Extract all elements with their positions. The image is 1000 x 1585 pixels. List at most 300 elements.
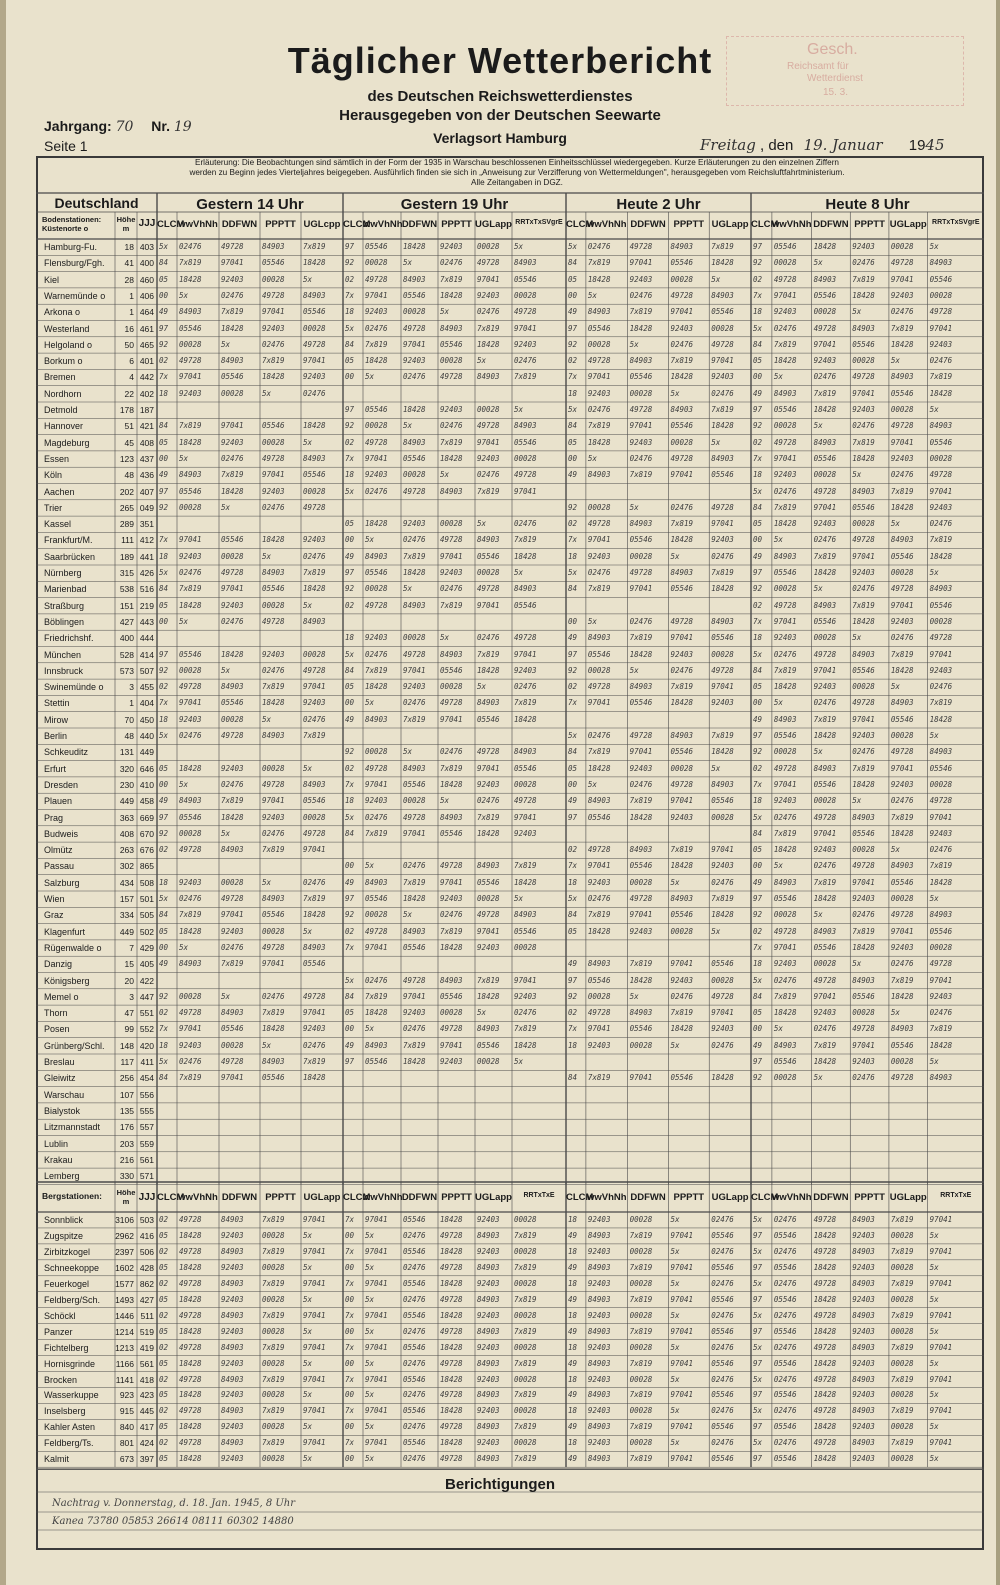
handwritten-code: 97041 (221, 584, 244, 594)
handwritten-code: 97 (753, 1230, 763, 1240)
handwritten-code: 02 (159, 1438, 169, 1448)
handwritten-code: 49728 (773, 274, 797, 284)
handwritten-code: 49 (568, 959, 578, 969)
handwritten-code: 18428 (221, 323, 244, 333)
handwritten-code: 02 (159, 1008, 169, 1018)
handwritten-code: 49728 (365, 274, 388, 284)
handwritten-code: 7x819 (262, 1374, 285, 1384)
handwritten-code: 84903 (587, 1326, 611, 1336)
handwritten-code: 84903 (929, 258, 953, 268)
handwritten-code: 05546 (773, 1454, 797, 1464)
handwritten-code: 02476 (773, 1438, 797, 1448)
handwritten-code: 97041 (365, 453, 388, 463)
handwritten-code: 7x (345, 942, 355, 952)
handwritten-code: 00 (345, 1390, 355, 1400)
handwritten-code: 92403 (221, 926, 244, 936)
handwritten-code: 05546 (670, 747, 694, 757)
handwritten-code: 5x (813, 747, 823, 757)
handwritten-code: 00028 (179, 339, 202, 349)
handwritten-code: 05 (345, 519, 355, 529)
handwritten-code: 92403 (852, 894, 875, 903)
handwritten-code: 84903 (303, 453, 326, 463)
handwritten-code: 18428 (813, 242, 837, 251)
handwritten-code: 00028 (890, 894, 914, 903)
handwritten-code: 84 (159, 258, 169, 268)
handwritten-code: 84903 (670, 405, 694, 414)
station-jjj: 551 (139, 1008, 154, 1019)
handwritten-code: 18428 (262, 535, 285, 545)
handwritten-code: 18428 (403, 1057, 426, 1066)
handwritten-code: 97041 (670, 1262, 694, 1272)
handwritten-code: 18428 (221, 649, 244, 659)
station-jjj: 403 (139, 242, 154, 252)
handwritten-code: 05546 (711, 307, 734, 317)
handwritten-code: 02476 (773, 486, 797, 496)
handwritten-code: 02476 (477, 633, 500, 643)
handwritten-code: 05 (159, 600, 169, 610)
handwritten-code: 92403 (852, 1422, 875, 1432)
handwritten-code: 02476 (514, 682, 537, 692)
mountain-hoehe: 1213 (115, 1342, 134, 1353)
handwritten-code: 05546 (477, 1040, 500, 1050)
handwritten-code: 49728 (514, 633, 537, 643)
handwritten-code: 5x (929, 731, 939, 740)
handwritten-code: 5x (303, 1358, 313, 1368)
handwritten-code: 18428 (852, 616, 875, 626)
handwritten-code: 97 (345, 568, 355, 577)
handwritten-code: 92 (753, 421, 763, 431)
handwritten-code: 92403 (852, 242, 875, 251)
handwritten-code: 92403 (221, 1230, 244, 1240)
mountain-column-header-3-0: CLCM (751, 1192, 779, 1203)
handwritten-code: 49728 (514, 307, 537, 317)
handwritten-code: 92403 (711, 1024, 734, 1034)
handwritten-code: 84903 (179, 959, 202, 969)
handwritten-code: 92403 (929, 502, 953, 512)
handwritten-code: 02 (345, 926, 355, 936)
station-jjj: 507 (139, 665, 154, 676)
handwritten-code: 5x (345, 323, 355, 333)
station-jjj: 436 (139, 470, 154, 481)
handwritten-code: 49728 (179, 1215, 202, 1224)
handwritten-code: 5x (477, 519, 487, 529)
handwritten-code: 49728 (813, 1278, 837, 1288)
handwritten-code: 92403 (440, 894, 463, 903)
handwritten-code: 49728 (403, 486, 426, 496)
handwritten-code: 97 (753, 1326, 763, 1336)
handwritten-code: 97041 (587, 861, 611, 871)
handwritten-code: 05546 (773, 1262, 797, 1272)
handwritten-code: 49728 (711, 502, 734, 512)
handwritten-code: 97041 (929, 1406, 953, 1416)
handwritten-code: 49728 (303, 991, 326, 1001)
handwritten-code: 49728 (629, 405, 653, 414)
handwritten-code: 00028 (440, 1008, 463, 1018)
station-hoehe: 203 (119, 1138, 134, 1149)
station-jjj: 454 (139, 1073, 154, 1084)
column-header-0-3: PPPTT (265, 219, 296, 230)
handwritten-code: 5x (403, 258, 413, 268)
handwritten-code: 49728 (365, 600, 388, 610)
handwritten-code: 7x819 (440, 763, 463, 773)
handwritten-code: 18428 (890, 502, 914, 512)
handwritten-code: 00028 (890, 1326, 914, 1336)
handwritten-code: 7x819 (670, 682, 694, 692)
handwritten-code: 5x (753, 649, 763, 659)
handwritten-code: 00028 (262, 1294, 285, 1304)
mountain-column-header-0-4: UGLapp (303, 1192, 341, 1203)
handwritten-code: 97041 (929, 323, 953, 333)
handwritten-code: 97 (753, 1294, 763, 1304)
station-name: Bialystok (44, 1105, 81, 1116)
handwritten-code: 49 (568, 1326, 578, 1336)
handwritten-code: 49728 (440, 1326, 463, 1336)
handwritten-code: 02476 (711, 1040, 734, 1050)
handwritten-code: 92403 (403, 519, 426, 529)
handwritten-code: 97041 (262, 470, 285, 480)
handwritten-code: 84 (345, 665, 355, 675)
handwritten-code: 49728 (303, 339, 326, 349)
handwritten-code: 84903 (221, 1374, 244, 1384)
handwritten-code: 97041 (403, 665, 426, 675)
handwritten-code: 00028 (890, 405, 914, 414)
handwritten-code: 7x819 (221, 959, 244, 969)
handwritten-code: 5x (929, 1262, 939, 1272)
handwritten-code: 02476 (852, 584, 875, 594)
handwritten-code: 05546 (303, 307, 326, 317)
handwritten-code: 84903 (890, 1024, 914, 1034)
handwritten-code: 02476 (670, 991, 694, 1001)
handwritten-code: 97041 (221, 258, 244, 268)
handwritten-code: 7x819 (262, 1215, 285, 1224)
handwritten-code: 84903 (303, 779, 326, 789)
handwritten-code: 84 (753, 665, 763, 675)
handwritten-code: 18 (345, 633, 355, 643)
handwritten-code: 02476 (587, 242, 611, 251)
handwritten-code: 02476 (813, 861, 837, 871)
handwritten-code: 18428 (303, 584, 326, 594)
handwritten-code: 84903 (440, 323, 463, 333)
station-jjj: 351 (139, 519, 154, 530)
station-jjj: 437 (139, 453, 154, 464)
handwritten-code: 00028 (262, 1326, 285, 1336)
handwritten-code: 7x819 (890, 1406, 914, 1416)
handwritten-code: 18428 (629, 975, 653, 985)
handwritten-code: 18428 (587, 763, 611, 773)
handwritten-code: 5x (477, 356, 487, 366)
handwritten-code: 05 (753, 1008, 763, 1018)
handwritten-code: 5x (303, 1326, 313, 1336)
handwritten-code: 00028 (890, 731, 914, 740)
handwritten-code: 5x (179, 942, 189, 952)
handwritten-code: 92403 (262, 323, 285, 333)
handwritten-code: 49 (568, 1454, 578, 1464)
handwritten-code: 02476 (221, 942, 244, 952)
handwritten-code: 84903 (440, 486, 463, 496)
handwritten-code: 84903 (221, 845, 244, 855)
handwritten-code: 00028 (670, 926, 694, 936)
handwritten-code: 49 (568, 1230, 578, 1240)
handwritten-code: 05546 (262, 910, 285, 920)
handwritten-code: 49728 (587, 682, 611, 692)
handwritten-code: 00028 (629, 1215, 653, 1224)
nr-value: 19 (173, 119, 192, 135)
handwritten-code: 05546 (629, 535, 653, 545)
handwritten-code: 18428 (262, 372, 285, 382)
station-hoehe: 47 (124, 1008, 134, 1019)
column-header-1-4: UGLapp (475, 219, 512, 230)
handwritten-code: 84903 (403, 763, 426, 773)
handwritten-code: 97041 (890, 437, 914, 447)
handwritten-code: 92403 (711, 861, 734, 871)
handwritten-code: 97041 (670, 307, 694, 317)
handwritten-code: 18428 (365, 682, 388, 692)
handwritten-code: 00028 (221, 714, 244, 724)
handwritten-code: 05546 (365, 1057, 388, 1066)
handwritten-code: 49728 (440, 861, 463, 871)
section-title-0: Gestern 14 Uhr (196, 196, 304, 213)
nr-label: Nr. (151, 118, 170, 134)
handwritten-code: 49728 (477, 584, 500, 594)
handwritten-code: 18428 (629, 649, 653, 659)
handwritten-code: 00 (568, 290, 578, 300)
handwritten-code: 05 (345, 356, 355, 366)
handwritten-code: 5x (303, 274, 313, 284)
handwritten-code: 7x819 (587, 258, 611, 268)
handwritten-code: 02476 (852, 421, 875, 431)
handwritten-code: 05546 (587, 812, 611, 822)
handwritten-code: 7x819 (365, 828, 388, 838)
column-header-1-2: DDFWN (401, 219, 438, 230)
handwritten-code: 00028 (929, 779, 953, 789)
handwritten-code: 97041 (514, 486, 537, 496)
handwritten-code: 00028 (403, 307, 426, 317)
handwritten-code: 18428 (587, 437, 611, 447)
handwritten-code: 05546 (365, 405, 388, 414)
handwritten-code: 97041 (929, 1215, 953, 1224)
handwritten-code: 84903 (440, 975, 463, 985)
mountain-column-header-3-1: wwVhNh (771, 1192, 812, 1203)
handwritten-code: 02476 (262, 339, 285, 349)
handwritten-code: 92403 (813, 682, 837, 692)
station-jjj: 505 (139, 910, 154, 921)
handwritten-code: 05546 (773, 894, 797, 903)
handwritten-code: 5x (221, 502, 231, 512)
handwritten-code: 49728 (440, 1024, 463, 1034)
station-jjj: 407 (139, 486, 154, 497)
station-name: Frankfurt/M. (44, 535, 93, 546)
handwritten-code: 97041 (629, 584, 653, 594)
handwritten-code: 5x (670, 1278, 680, 1288)
handwritten-code: 97041 (303, 1008, 326, 1018)
handwritten-code: 84903 (477, 1262, 500, 1272)
handwritten-code: 00 (345, 1294, 355, 1304)
handwritten-code: 02 (345, 763, 355, 773)
column-header-3-1: wwVhNh (771, 219, 812, 230)
handwritten-code: 02476 (629, 779, 653, 789)
handwritten-code: 92 (159, 339, 169, 349)
handwritten-code: 49 (753, 714, 763, 724)
station-jjj: 464 (139, 307, 154, 318)
handwritten-code: 92403 (303, 698, 326, 708)
station-jjj: 646 (139, 763, 154, 774)
handwritten-code: 97041 (670, 1294, 694, 1304)
handwritten-code: 18428 (773, 519, 797, 529)
handwritten-code: 02476 (303, 551, 326, 561)
handwritten-code: 7x819 (813, 551, 837, 561)
handwritten-code: 97041 (929, 649, 953, 659)
handwritten-code: 18428 (179, 1454, 202, 1464)
handwritten-code: 02476 (403, 372, 426, 382)
handwritten-code: 5x (568, 242, 578, 251)
handwritten-code: 02476 (890, 633, 914, 643)
handwritten-code: 97041 (711, 682, 734, 692)
handwritten-code: 49728 (711, 339, 734, 349)
handwritten-code: 7x819 (587, 421, 611, 431)
mountain-jjj: 427 (139, 1294, 154, 1305)
mountain-name: Fichtelberg (44, 1342, 89, 1353)
handwritten-code: 84903 (587, 1358, 611, 1368)
handwritten-code: 97041 (929, 486, 953, 496)
handwritten-code: 84903 (477, 1294, 500, 1304)
handwritten-code: 92403 (477, 779, 500, 789)
handwritten-code: 02476 (587, 568, 611, 577)
handwritten-code: 84903 (587, 796, 611, 806)
station-name: Böblingen (44, 616, 85, 627)
handwritten-code: 00 (345, 1358, 355, 1368)
handwritten-code: 92403 (629, 274, 653, 284)
date-value: 19. Januar (803, 136, 883, 154)
handwritten-code: 92403 (477, 1406, 500, 1416)
handwritten-code: 7x819 (587, 910, 611, 920)
handwritten-code: 02476 (262, 828, 285, 838)
mountain-hoehe: 840 (119, 1422, 134, 1433)
handwritten-code: 00028 (477, 894, 500, 903)
handwritten-code: 84903 (262, 1057, 285, 1066)
handwritten-code: 49728 (440, 535, 463, 545)
handwritten-code: 05546 (773, 568, 797, 577)
handwritten-code: 49728 (440, 1230, 463, 1240)
column-header-0-2: DDFWN (221, 219, 258, 230)
handwritten-code: 5x (568, 405, 578, 414)
handwritten-code: 84903 (711, 453, 734, 463)
handwritten-code: 97041 (890, 600, 914, 610)
handwritten-code: 49728 (221, 568, 244, 577)
handwritten-code: 49728 (852, 698, 875, 708)
handwritten-code: 97041 (813, 665, 837, 675)
handwritten-code: 18428 (303, 910, 326, 920)
handwritten-code: 18428 (890, 991, 914, 1001)
handwritten-code: 92403 (890, 616, 914, 626)
handwritten-code: 84903 (262, 568, 285, 577)
handwritten-code: 5x (440, 470, 450, 480)
handwritten-code: 05546 (813, 942, 837, 952)
mountain-jjj: 506 (139, 1246, 154, 1257)
report-subtitle-publisher: Herausgegeben von der Deutschen Seewarte (339, 107, 661, 124)
handwritten-code: 92403 (929, 991, 953, 1001)
handwritten-code: 5x (929, 1454, 939, 1464)
explanation-line-3: Alle Zeitangaben in DGZ. (471, 178, 563, 187)
station-name: Wien (44, 894, 65, 904)
explanation-line-1: Erläuterung: Die Beobachtungen sind sämtlich in der Form der 1935 in Warschau beschlossenen Einheitsschlüssel wiedergegeben. Kurze Erläuterungen zu den einzelnen Ziffern (194, 158, 839, 167)
handwritten-code: 05 (753, 845, 763, 855)
handwritten-code: 84 (568, 584, 578, 594)
handwritten-code: 05546 (773, 1057, 797, 1066)
handwritten-code: 49 (345, 551, 355, 561)
explanation-line-2: werden zu Beginn jedes Vierteljahres beigegeben. Ausführlich finden sie sich in „Anweisung zur Verzifferung von Wettermeldungen", herausgegeben vom Reichsluftfahrtministerium. (189, 168, 845, 177)
station-hoehe: 400 (119, 633, 134, 644)
handwritten-code: 5x (890, 845, 900, 855)
handwritten-code: 02 (753, 926, 763, 936)
handwritten-code: 5x (262, 1040, 272, 1050)
handwritten-code: 05546 (221, 372, 244, 382)
handwritten-code: 7x819 (514, 861, 537, 871)
handwritten-code: 49728 (179, 1438, 202, 1448)
handwritten-code: 7x (345, 1342, 355, 1352)
handwritten-code: 7x819 (629, 633, 653, 643)
handwritten-code: 00028 (711, 975, 734, 985)
handwritten-code: 92403 (629, 437, 653, 447)
handwritten-code: 7x819 (773, 991, 797, 1001)
handwritten-code: 02476 (711, 877, 734, 887)
handwritten-code: 02476 (403, 1024, 426, 1034)
handwritten-code: 84903 (477, 1422, 500, 1432)
handwritten-code: 7x819 (179, 910, 202, 920)
handwritten-code: 00028 (890, 1454, 914, 1464)
handwritten-code: 49728 (365, 763, 388, 773)
handwritten-code: 05546 (929, 437, 953, 447)
handwritten-code: 00028 (813, 796, 837, 806)
handwritten-code: 49728 (773, 437, 797, 447)
handwritten-code: 18428 (813, 731, 837, 740)
handwritten-code: 84 (345, 828, 355, 838)
handwritten-code: 92403 (365, 307, 388, 317)
handwritten-code: 05546 (711, 470, 734, 480)
handwritten-code: 05546 (929, 763, 953, 773)
handwritten-code: 05546 (773, 405, 797, 414)
handwritten-code: 02 (753, 437, 763, 447)
handwritten-code: 02476 (813, 698, 837, 708)
handwritten-code: 7x819 (514, 1262, 537, 1272)
handwritten-code: 18428 (929, 877, 953, 887)
handwritten-code: 18 (159, 388, 169, 398)
handwritten-code: 5x (711, 763, 721, 773)
handwritten-code: 49728 (890, 258, 914, 268)
handwritten-code: 84903 (477, 1326, 500, 1336)
station-hoehe: 70 (124, 714, 134, 725)
handwritten-code: 7x819 (852, 763, 875, 773)
handwritten-code: 92403 (773, 307, 797, 317)
handwritten-code: 18 (568, 1040, 578, 1050)
mountain-column-header-2-0: CLCM (566, 1192, 594, 1203)
handwritten-code: 49728 (440, 1262, 463, 1272)
handwritten-code: 84 (753, 339, 763, 349)
handwritten-code: 5x (262, 877, 272, 887)
handwritten-code: 97041 (929, 1374, 953, 1384)
handwritten-code: 18428 (813, 1326, 837, 1336)
handwritten-code: 49728 (852, 535, 875, 545)
handwritten-code: 49728 (670, 453, 694, 463)
handwritten-code: 5x (365, 535, 375, 545)
station-hoehe: 302 (119, 861, 134, 872)
handwritten-code: 02476 (221, 290, 244, 300)
handwritten-code: 7x (753, 616, 763, 626)
handwritten-code: 05546 (365, 242, 388, 251)
handwritten-code: 18428 (852, 453, 875, 463)
mountain-jjj: 561 (139, 1358, 154, 1369)
station-jjj: 219 (139, 600, 154, 611)
handwritten-code: 05 (159, 1294, 169, 1304)
